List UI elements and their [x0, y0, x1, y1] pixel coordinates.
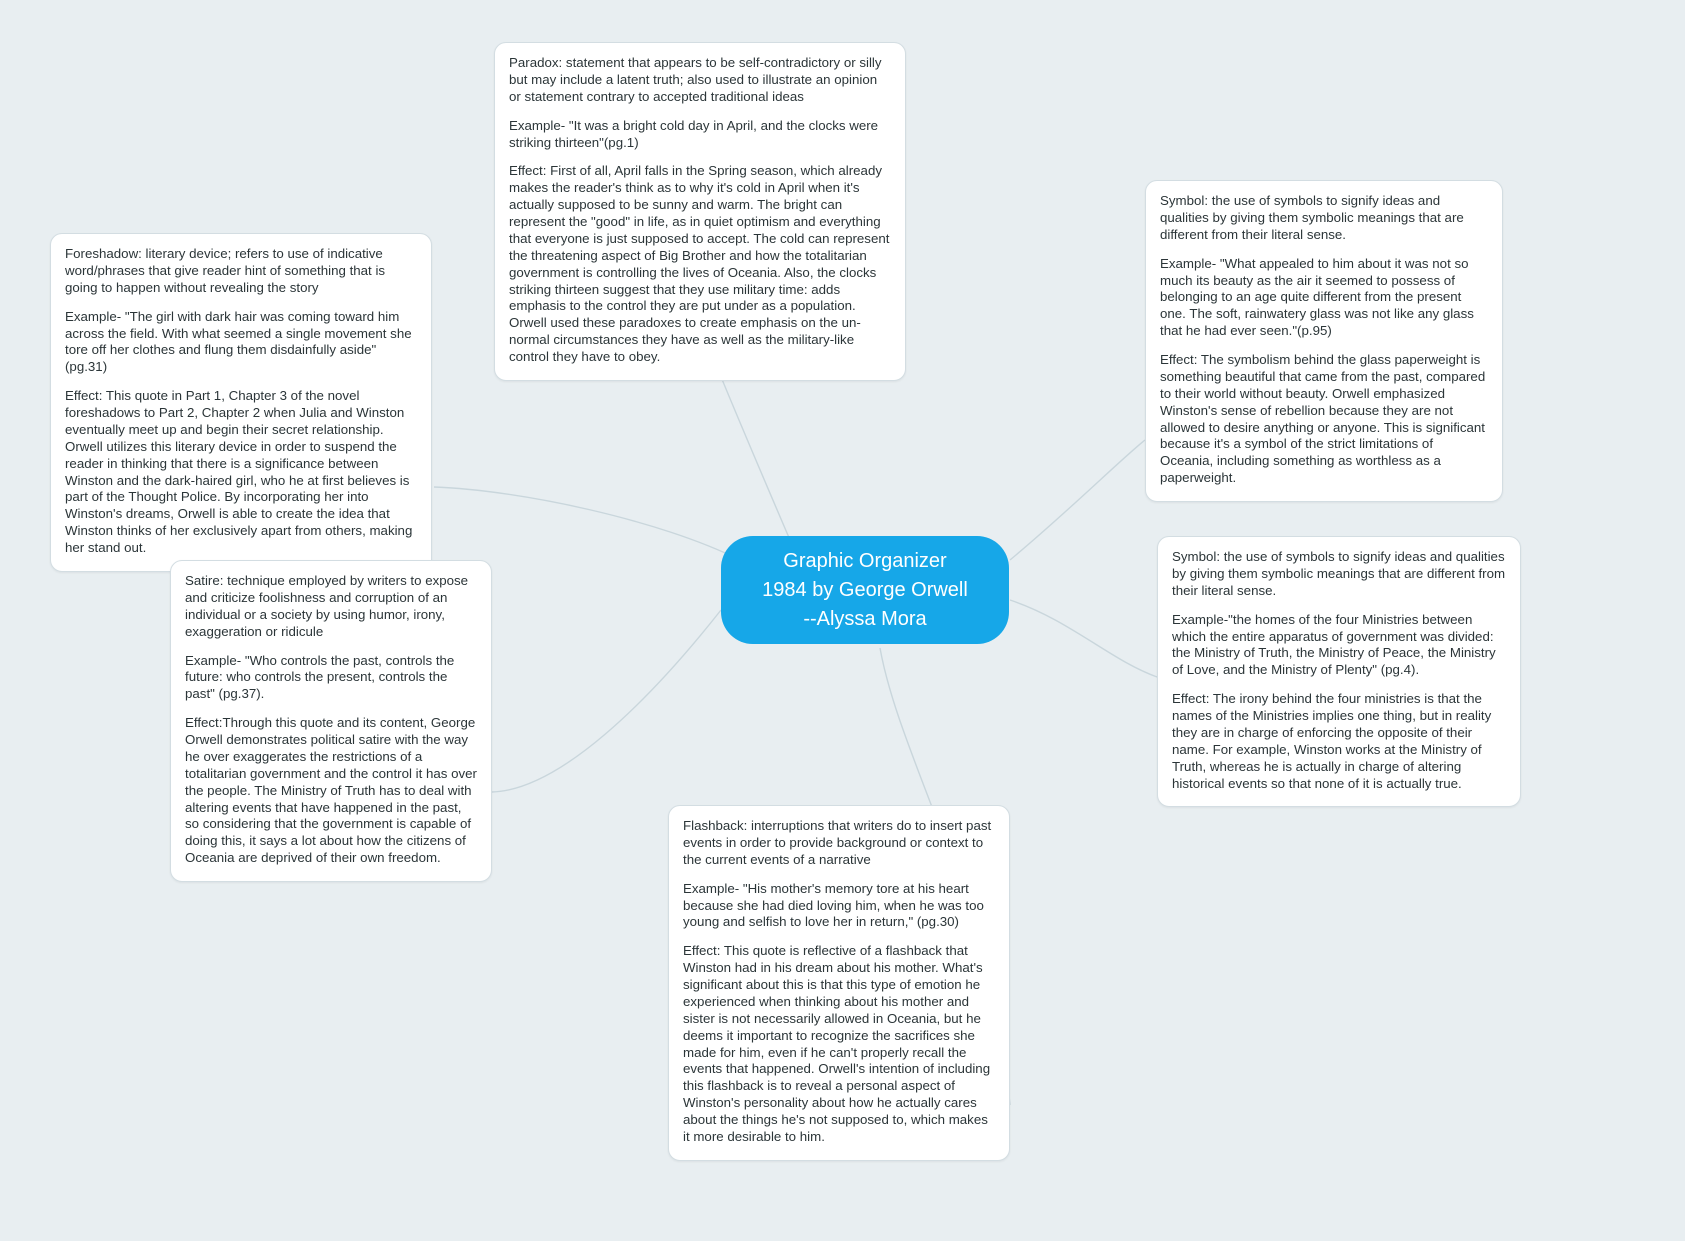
connector-symbol2 [1010, 600, 1157, 677]
central-topic-node[interactable] [721, 536, 1009, 644]
connector-foreshadow [434, 487, 740, 560]
node-foreshadow[interactable] [50, 233, 432, 572]
central-title-line-3: --Alyssa Mora [803, 607, 927, 630]
node-symbol-paperweight[interactable] [1145, 180, 1503, 502]
foreshadow-example: Example- "The girl with dark hair was coming toward him across the field. With what seemed a single movement she tore off her clothes and flung them disdainfully aside" (pg.31) [65, 308, 412, 375]
central-title-line-1: Graphic Organizer [783, 549, 947, 572]
node-satire[interactable] [170, 560, 492, 882]
connector-symbol1 [1010, 440, 1145, 560]
node-flashback[interactable] [668, 805, 1010, 1161]
paradox-definition: Paradox: statement that appears to be self-contradictory or silly but may include a latent truth; also used to illustrate an opinion or statement contrary to accepted traditional ideas [509, 55, 882, 104]
symbol2-example: Example-"the homes of the four Ministries between which the entire apparatus of government was divided: the Ministry of Truth, the Ministry of Peace, the Ministry of Love, and the Ministry of Plenty" (pg.4). [1172, 611, 1496, 678]
node-paradox[interactable] [494, 42, 906, 381]
satire-effect: Effect:Through this quote and its content, George Orwell demonstrates political satire with the way he over exaggerates the restrictions of a totalitarian government and the control it has over the people. The Ministry of Truth has to deal with altering events that have happened in the past, so considering that the government is capable of doing this, it says a lot about how the citizens of Oceania are deprived of their own freedom. [185, 715, 477, 866]
flashback-example: Example- "His mother's memory tore at his heart because she had died loving him, when he was too young and selfish to love her in return," (pg.30) [683, 880, 984, 930]
central-title-line-2: 1984 by George Orwell [762, 578, 968, 601]
connector-satire [492, 610, 721, 792]
satire-definition: Satire: technique employed by writers to expose and criticize foolishness and corruption of an individual or a society by using humor, irony, exaggeration or ridicule [185, 573, 469, 639]
node-symbol-ministries[interactable] [1157, 536, 1521, 807]
symbol1-example: Example- "What appealed to him about it was not so much its beauty as the air it seemed to possess of belonging to an age quite different from the present one. The soft, rainwatery glass was not like any glass that he had ever seen."(p.95) [1160, 255, 1474, 339]
foreshadow-effect: Effect: This quote in Part 1, Chapter 3 of the novel foreshadows to Part 2, Chapter 2 when Julia and Winston eventually meet up and begin their secret relationship. Orwell utilizes this literary device in order to suspend the reader in thinking that there is a significance between Winston and the dark-haired girl, who he at first believes is part of the Thought Police. By incorporating her into Winston's dreams, Orwell is able to create the idea that Winston thinks of her exclusively apart from others, making her stand out. [65, 388, 413, 555]
satire-example: Example- "Who controls the past, controls the future: who controls the present, controls the past" (pg.37). [185, 652, 455, 702]
foreshadow-definition: Foreshadow: literary device; refers to use of indicative word/phrases that give reader hint of something that is going to happen without revealing the story [65, 246, 386, 295]
symbol1-definition: Symbol: the use of symbols to signify ideas and qualities by giving them symbolic meanings that are different from their literal sense. [1160, 193, 1464, 242]
symbol1-effect: Effect: The symbolism behind the glass paperweight is something beautiful that came from the past, compared to their world without beauty. Orwell emphasized Winston's sense of rebellion because they are not allowed to desire anything or anyone. This is significant because it's a symbol of the strict limitations of Oceania, including something as worthless as a paperweight. [1160, 352, 1486, 486]
symbol2-definition: Symbol: the use of symbols to signify ideas and qualities by giving them symbolic meanings that are different from their literal sense. [1172, 549, 1506, 598]
flashback-effect: Effect: This quote is reflective of a flashback that Winston had in his dream about his mother. What's significant about this is that this type of emotion he experienced when thinking about his mother and sister is not necessarily allowed in Oceania, but he deems it important to recognize the sacrifices she made for him, even if he can't properly recall the events that happened. Orwell's intention of including this flashback is to reveal a personal aspect of Winston's personality about how he actually cares about the things he's not supposed to, which makes it more desirable to him. [683, 943, 991, 1144]
flashback-definition: Flashback: interruptions that writers do to insert past events in order to provide background or context to the current events of a narrative [683, 818, 992, 867]
paradox-effect: Effect: First of all, April falls in the Spring season, which already makes the reader's think as to why it's cold in April when it's actually supposed to be sunny and warm. The bright can represent the "good" in life, as in quiet optimism and everything that everyone is just supposed to accept. The cold can represent the threatening aspect of Big Brother and how the totalitarian government is controlling the lives of Oceania. Also, the clocks striking thirteen suggest that they use military time: adds emphasis to the control they are put under as a population. Orwell used these paradoxes to create emphasis on the un-normal circumstances they have as well as the military-like control they have to obey. [509, 163, 890, 364]
symbol2-effect: Effect: The irony behind the four ministries is that the names of the Ministries implies one thing, but in reality they are in charge of enforcing the opposite of their name. For example, Winston works at the Ministry of Truth, whereas he is actually in charge of altering historical events so that none of it is actually true. [1172, 691, 1492, 791]
paradox-example: Example- "It was a bright cold day in April, and the clocks were striking thirteen"(pg.1) [509, 117, 879, 150]
